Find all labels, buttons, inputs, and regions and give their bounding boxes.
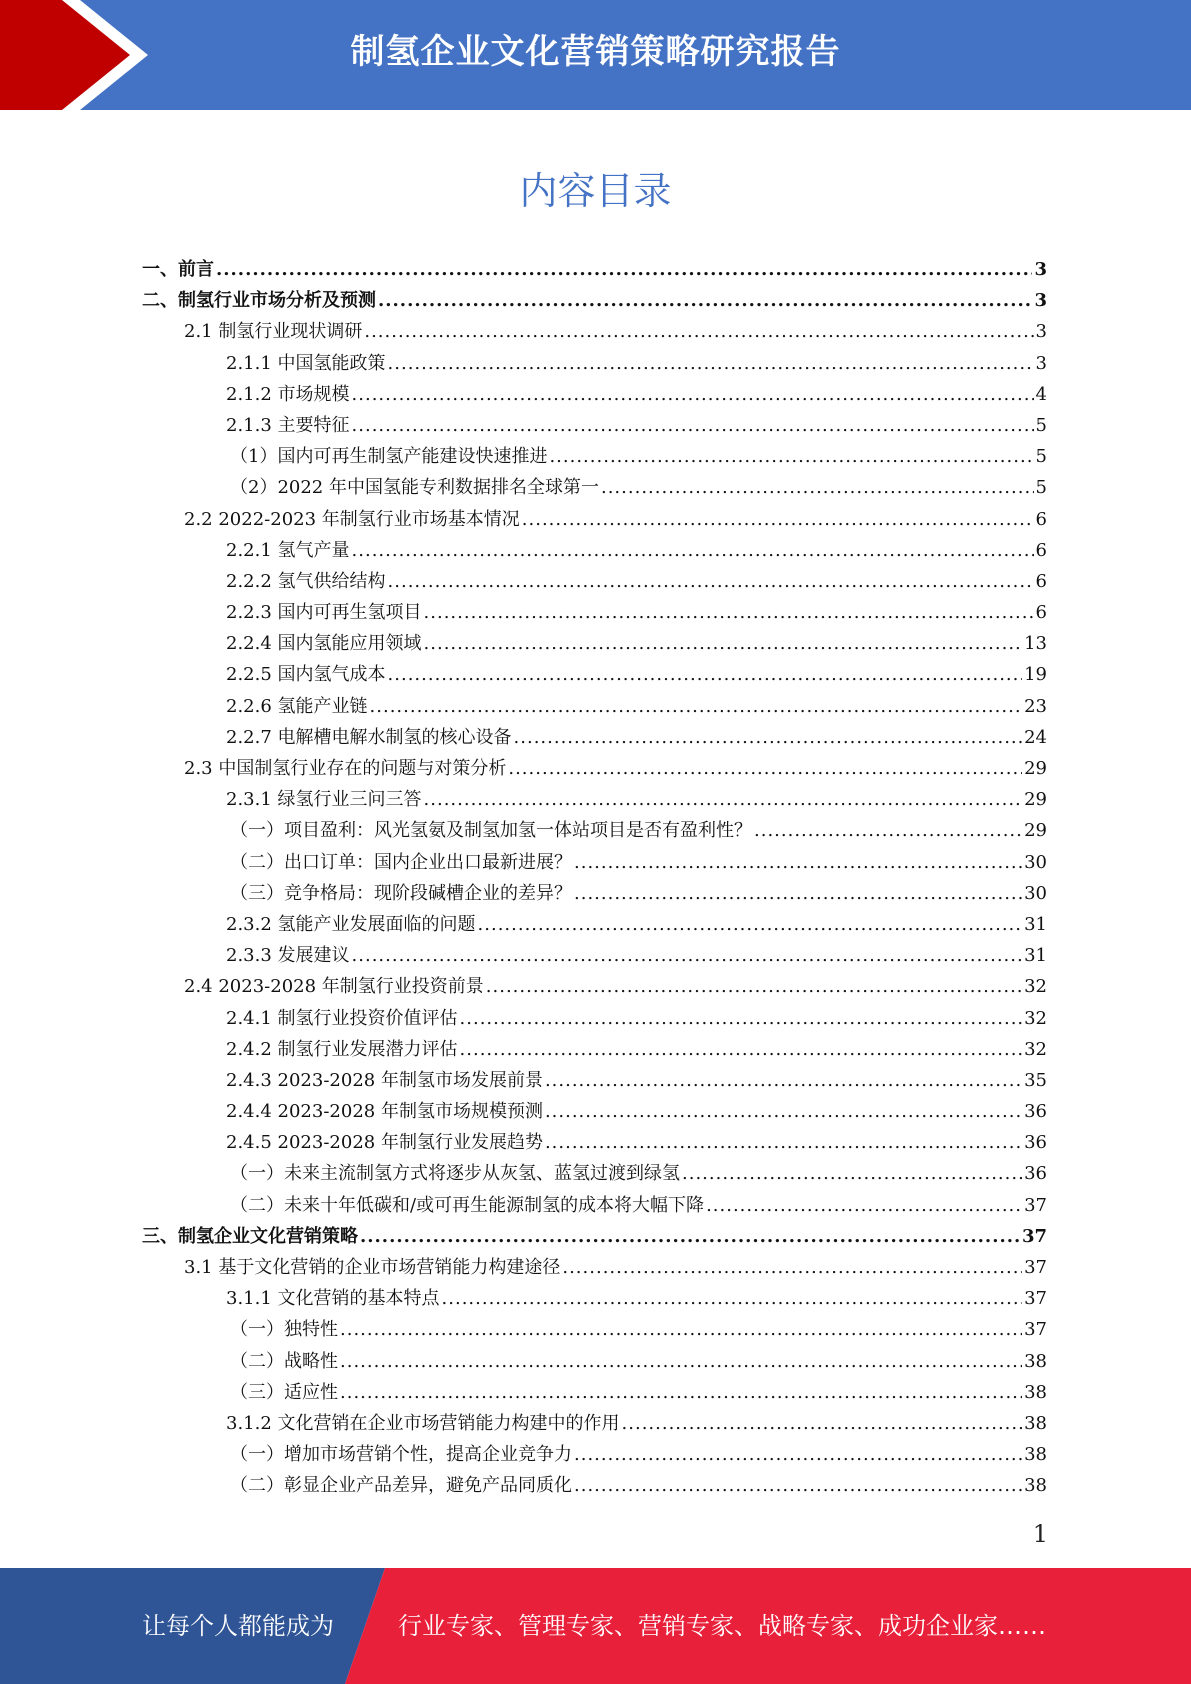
- toc-entry-label: （二）战略性: [230, 1350, 338, 1372]
- toc-entry-label: 2.1.1 中国氢能政策: [226, 352, 386, 374]
- toc-dot-leader: [574, 1470, 1022, 1501]
- toc-entry-label: 2.2.6 氢能产业链: [226, 695, 368, 717]
- toc-dot-leader: [424, 628, 1023, 659]
- toc-entry-page: 5: [1035, 477, 1047, 499]
- toc-entry-label: 2.3.2 氢能产业发展面临的问题: [226, 913, 476, 935]
- toc-entry[interactable]: [142, 722, 1047, 753]
- toc-entry-label: （一）独特性: [230, 1319, 338, 1341]
- toc-entry[interactable]: [142, 878, 1047, 909]
- toc-entry[interactable]: [142, 379, 1047, 410]
- toc-dot-leader: [460, 1003, 1023, 1034]
- toc-dot-leader: [549, 441, 1033, 472]
- toc-entry-page: 6: [1035, 508, 1047, 530]
- toc-dot-leader: [601, 472, 1034, 503]
- toc-dot-leader: [682, 1158, 1022, 1189]
- toc-entry-label: 3.1.2 文化营销在企业市场营销能力构建中的作用: [226, 1412, 620, 1434]
- toc-entry[interactable]: [142, 1158, 1047, 1189]
- toc-heading: 内容目录: [519, 169, 672, 213]
- toc-dot-leader: [574, 878, 1022, 909]
- toc-entry-label: 2.2.5 国内氢气成本: [226, 664, 386, 686]
- toc-entry[interactable]: [142, 971, 1047, 1002]
- toc-entry[interactable]: [142, 441, 1047, 472]
- toc-entry-label: 2.3 中国制氢行业存在的问题与对策分析: [184, 758, 507, 779]
- table-of-contents: [142, 254, 1047, 1502]
- footer-slogan-right: 行业专家、管理专家、营销专家、战略专家、成功企业家……: [398, 1612, 1046, 1640]
- toc-entry[interactable]: [142, 815, 1047, 846]
- toc-dot-leader: [442, 1283, 1023, 1314]
- toc-entry-page: 3: [1035, 321, 1047, 343]
- toc-dot-leader: [622, 1408, 1023, 1439]
- page-number: 1: [1032, 1520, 1048, 1548]
- toc-entry[interactable]: [142, 1377, 1047, 1408]
- toc-entry-page: 38: [1024, 1381, 1047, 1403]
- toc-entry[interactable]: [142, 1221, 1047, 1252]
- toc-entry-page: 38: [1024, 1444, 1047, 1466]
- toc-dot-leader: [340, 1377, 1022, 1408]
- toc-dot-leader: [360, 1221, 1020, 1252]
- toc-entry-page: 23: [1024, 695, 1047, 717]
- toc-dot-leader: [364, 316, 1033, 347]
- toc-entry[interactable]: [142, 1252, 1047, 1283]
- toc-entry[interactable]: [142, 909, 1047, 940]
- toc-entry-label: 2.2.2 氢气供给结构: [226, 570, 386, 592]
- toc-entry-label: 2.3.3 发展建议: [226, 945, 350, 967]
- toc-entry-page: 13: [1024, 633, 1047, 655]
- toc-dot-leader: [352, 379, 1034, 410]
- toc-dot-leader: [388, 566, 1034, 597]
- toc-entry-label: （二）未来十年低碳和/或可再生能源制氢的成本将大幅下降: [230, 1194, 705, 1216]
- toc-entry-page: 38: [1024, 1412, 1047, 1434]
- toc-entry[interactable]: [142, 940, 1047, 971]
- toc-entry-page: 38: [1024, 1475, 1047, 1497]
- toc-entry-page: 37: [1024, 1319, 1047, 1341]
- toc-entry-page: 29: [1024, 820, 1047, 842]
- toc-dot-leader: [545, 1065, 1022, 1096]
- toc-dot-leader: [424, 784, 1023, 815]
- toc-entry-label: 2.3.1 绿氢行业三问三答: [226, 789, 422, 811]
- toc-entry-label: （二）彰显企业产品差异，避免产品同质化: [230, 1475, 572, 1497]
- toc-dot-leader: [514, 722, 1023, 753]
- toc-entry[interactable]: [142, 1096, 1047, 1127]
- toc-entry[interactable]: [142, 316, 1047, 347]
- toc-entry[interactable]: [142, 1283, 1047, 1314]
- toc-entry-page: 5: [1035, 414, 1047, 436]
- toc-entry-page: 3: [1034, 259, 1047, 280]
- toc-entry-page: 4: [1035, 383, 1047, 405]
- toc-entry-page: 19: [1024, 664, 1047, 686]
- toc-dot-leader: [340, 1346, 1022, 1377]
- toc-entry-page: 31: [1024, 913, 1047, 935]
- toc-dot-leader: [352, 940, 1023, 971]
- footer-slogan-left: 让每个人都能成为: [142, 1612, 334, 1640]
- toc-entry[interactable]: [142, 1003, 1047, 1034]
- toc-dot-leader: [352, 410, 1034, 441]
- toc-dot-leader: [486, 971, 1022, 1002]
- toc-entry-page: 29: [1024, 758, 1047, 779]
- toc-entry-label: （一）增加市场营销个性，提高企业竞争力: [230, 1444, 572, 1466]
- toc-entry[interactable]: [142, 847, 1047, 878]
- toc-entry[interactable]: [142, 784, 1047, 815]
- report-footer: [0, 1568, 1191, 1684]
- toc-entry[interactable]: [142, 1408, 1047, 1439]
- toc-entry-label: 2.4.1 制氢行业投资价值评估: [226, 1007, 458, 1029]
- toc-entry-label: 三、制氢企业文化营销策略: [142, 1225, 358, 1247]
- toc-entry[interactable]: [142, 1034, 1047, 1065]
- toc-entry[interactable]: [142, 1439, 1047, 1470]
- toc-dot-leader: [216, 254, 1032, 285]
- toc-entry-label: 2.4.5 2023-2028 年制氢行业发展趋势: [226, 1132, 543, 1154]
- toc-entry[interactable]: [142, 597, 1047, 628]
- toc-entry-label: 2.4 2023-2028 年制氢行业投资前景: [184, 976, 484, 998]
- toc-entry-page: 37: [1024, 1257, 1047, 1278]
- toc-entry-page: 36: [1024, 1132, 1047, 1154]
- toc-entry-page: 6: [1035, 602, 1047, 624]
- toc-entry-page: 32: [1024, 1038, 1047, 1060]
- toc-entry[interactable]: [142, 535, 1047, 566]
- toc-dot-leader: [754, 815, 1022, 846]
- toc-dot-leader: [340, 1314, 1022, 1345]
- toc-entry-label: （三）适应性: [230, 1381, 338, 1403]
- toc-entry-label: 2.2 2022-2023 年制氢行业市场基本情况: [184, 508, 520, 530]
- toc-dot-leader: [522, 504, 1034, 535]
- toc-entry-label: 3.1 基于文化营销的企业市场营销能力构建途径: [184, 1257, 561, 1278]
- toc-entry-page: 36: [1024, 1101, 1047, 1123]
- toc-entry-page: 6: [1035, 539, 1047, 561]
- toc-entry-page: 6: [1035, 570, 1047, 592]
- toc-entry-label: （1）国内可再生制氢产能建设快速推进: [230, 446, 548, 468]
- toc-entry-page: 37: [1021, 1225, 1047, 1247]
- toc-entry-page: 29: [1024, 789, 1047, 811]
- toc-dot-leader: [574, 847, 1022, 878]
- toc-entry-label: 二、制氢行业市场分析及预测: [142, 290, 376, 312]
- toc-entry-label: 2.1.3 主要特征: [226, 414, 350, 436]
- toc-entry-label: 2.4.4 2023-2028 年制氢市场规模预测: [226, 1101, 543, 1123]
- toc-entry-label: （一）未来主流制氢方式将逐步从灰氢、蓝氢过渡到绿氢: [230, 1163, 680, 1185]
- toc-entry-page: 32: [1024, 976, 1047, 998]
- toc-dot-leader: [424, 597, 1034, 628]
- toc-entry[interactable]: [142, 504, 1047, 535]
- toc-entry[interactable]: [142, 1346, 1047, 1377]
- toc-dot-leader: [574, 1439, 1022, 1470]
- toc-entry-page: 24: [1024, 726, 1047, 748]
- toc-dot-leader: [545, 1127, 1022, 1158]
- toc-entry-label: 2.4.2 制氢行业发展潜力评估: [226, 1038, 458, 1060]
- toc-dot-leader: [508, 753, 1022, 784]
- toc-entry-label: （2）2022 年中国氢能专利数据排名全球第一: [230, 477, 599, 499]
- toc-entry-page: 30: [1024, 882, 1047, 904]
- toc-entry-label: 一、前言: [142, 259, 214, 280]
- toc-entry-page: 37: [1024, 1288, 1047, 1310]
- report-title: 制氢企业文化营销策略研究报告: [350, 32, 841, 72]
- toc-entry-page: 30: [1024, 851, 1047, 873]
- toc-entry[interactable]: [142, 410, 1047, 441]
- toc-entry[interactable]: [142, 254, 1047, 285]
- toc-entry-label: 2.2.7 电解槽电解水制氢的核心设备: [226, 726, 512, 748]
- toc-entry-page: 31: [1024, 945, 1047, 967]
- toc-entry[interactable]: [142, 628, 1047, 659]
- toc-dot-leader: [706, 1190, 1022, 1221]
- toc-entry-label: （二）出口订单：国内企业出口最新进展？: [230, 851, 572, 873]
- toc-entry[interactable]: [142, 1127, 1047, 1158]
- toc-dot-leader: [478, 909, 1023, 940]
- toc-entry-label: 2.1 制氢行业现状调研: [184, 321, 363, 343]
- toc-entry-page: 36: [1024, 1163, 1047, 1185]
- toc-entry-label: 3.1.1 文化营销的基本特点: [226, 1288, 440, 1310]
- toc-entry-page: 35: [1024, 1069, 1047, 1091]
- toc-entry[interactable]: [142, 1314, 1047, 1345]
- toc-dot-leader: [562, 1252, 1022, 1283]
- toc-entry-page: 32: [1024, 1007, 1047, 1029]
- toc-entry-page: 5: [1035, 446, 1047, 468]
- toc-dot-leader: [352, 535, 1034, 566]
- toc-entry-label: （一）项目盈利：风光氢氨及制氢加氢一体站项目是否有盈利性？: [230, 820, 752, 842]
- toc-entry[interactable]: [142, 1190, 1047, 1221]
- toc-entry[interactable]: [142, 691, 1047, 722]
- toc-entry[interactable]: [142, 348, 1047, 379]
- toc-entry-page: 3: [1035, 352, 1047, 374]
- toc-dot-leader: [388, 659, 1023, 690]
- toc-entry[interactable]: [142, 472, 1047, 503]
- toc-entry-label: 2.4.3 2023-2028 年制氢市场发展前景: [226, 1069, 543, 1091]
- toc-entry[interactable]: [142, 659, 1047, 690]
- toc-dot-leader: [460, 1034, 1023, 1065]
- toc-dot-leader: [370, 691, 1023, 722]
- toc-entry-label: （三）竞争格局：现阶段碱槽企业的差异？: [230, 882, 572, 904]
- toc-entry[interactable]: [142, 1065, 1047, 1096]
- toc-entry-label: 2.2.4 国内氢能应用领域: [226, 633, 422, 655]
- toc-dot-leader: [545, 1096, 1022, 1127]
- toc-dot-leader: [388, 348, 1034, 379]
- toc-entry-page: 37: [1024, 1194, 1047, 1216]
- toc-entry-label: 2.2.1 氢气产量: [226, 539, 350, 561]
- toc-entry[interactable]: [142, 285, 1047, 316]
- toc-entry-label: 2.1.2 市场规模: [226, 383, 350, 405]
- toc-dot-leader: [378, 285, 1032, 316]
- report-header: [0, 0, 1191, 110]
- toc-entry[interactable]: [142, 1470, 1047, 1501]
- toc-entry-page: 3: [1034, 290, 1047, 312]
- toc-entry-label: 2.2.3 国内可再生氢项目: [226, 602, 422, 624]
- toc-entry[interactable]: [142, 566, 1047, 597]
- toc-entry[interactable]: [142, 753, 1047, 784]
- toc-entry-page: 38: [1024, 1350, 1047, 1372]
